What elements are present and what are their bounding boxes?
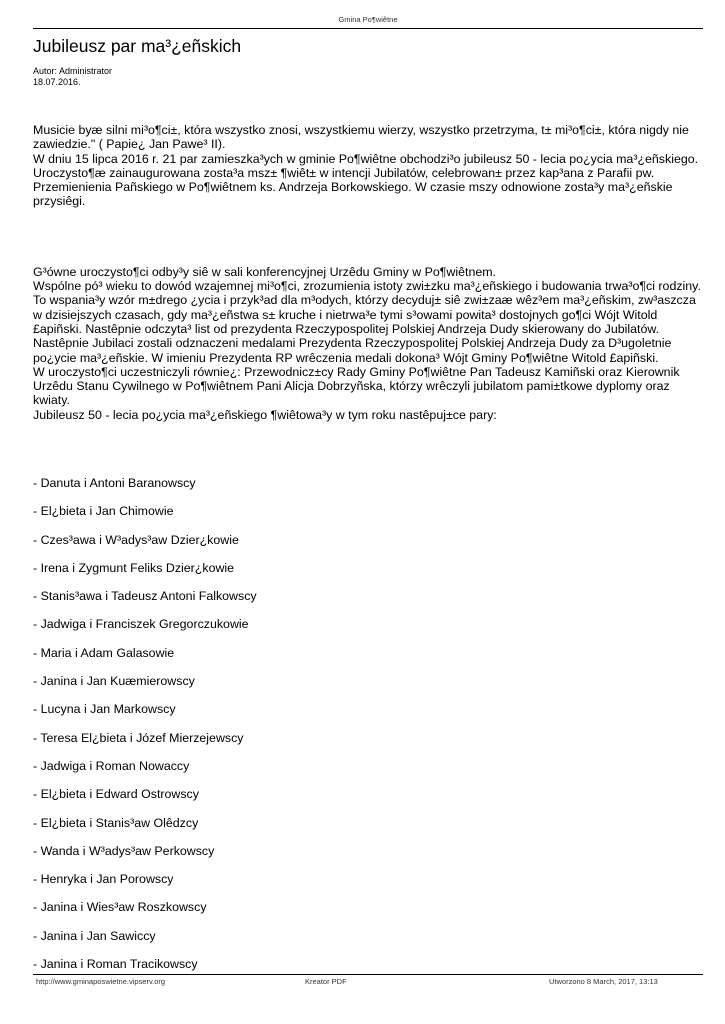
list-item: - Czes³awa i W³adys³aw Dzier¿kowie	[33, 532, 239, 547]
footer-divider	[33, 974, 703, 975]
list-item: - El¿bieta i Edward Ostrowscy	[33, 787, 199, 802]
list-item: - Maria i Adam Galasowie	[33, 645, 175, 660]
couples-list	[33, 476, 257, 985]
list-item: - Janina i Roman Tracikowscy	[33, 957, 198, 972]
article-title: Jubileusz par ma³¿eñskich	[33, 36, 242, 56]
list-item: - Irena i Zygmunt Feliks Dzier¿kowie	[33, 560, 235, 575]
list-item: - Jadwiga i Roman Nowaccy	[33, 758, 190, 773]
article-meta	[33, 66, 112, 88]
article-date: 18.07.2016.	[33, 77, 81, 87]
mass-paragraph: Uroczysto¶æ zainaugurowana zosta³a msz± ¶wiêt± w intencji Jubilatów, celebrowan± przez kap³ana z Parafii pw. Przemienienia Pañskiego w Po¶wiêtnem ks. Andrzeja Borkowskiego. W czasie mszy odnowione zosta³y ma³¿eñskie przysiêgi.	[33, 165, 673, 209]
list-item: - Janina i Jan Kuæmierowscy	[33, 674, 195, 689]
list-item: - Jadwiga i Franciszek Gregorczukowie	[33, 617, 249, 632]
list-item: - El¿bieta i Stanis³aw Olêdzcy	[33, 815, 199, 830]
list-item: - Wanda i W³adys³aw Perkowscy	[33, 843, 215, 858]
list-item: - Teresa El¿bieta i Józef Mierzejewscy	[33, 730, 244, 745]
list-item: - Janina i Jan Sawiccy	[33, 928, 156, 943]
footer-created-date: Utworzono 8 March, 2017, 13:13	[549, 977, 658, 986]
medals-paragraph: Nastêpnie Jubilaci zostali odznaczeni medalami Prezydenta Rzeczypospolitej Polskiej Andrzeja Dudy za D³ugoletnie po¿ycie ma³¿eñskie. W imieniu Prezydenta RP wrêczenia medali dokona³ Wójt Gminy Po¶wiêtne Witold £apiñski.	[33, 336, 672, 365]
list-item: - El¿bieta i Jan Chimowie	[33, 504, 174, 519]
paragraph-spacer	[33, 209, 705, 265]
ceremony-paragraph: G³ówne uroczysto¶ci odby³y siê w sali konferencyjnej Urzêdu Gminy w Po¶wiêtnem.	[33, 264, 496, 279]
author-line: Autor: Administrator	[33, 66, 113, 76]
page-header: Gmina Po¶wiêtne	[338, 15, 398, 24]
list-item: - Henryka i Jan Porowscy	[33, 872, 174, 887]
anniversary-paragraph: W dniu 15 lipca 2016 r. 21 par zamieszka³ych w gminie Po¶wiêtne obchodzi³o jubileusz 50 - lecia po¿ycia ma³¿eñskiego.	[33, 151, 699, 166]
footer-generator: Kreator PDF	[305, 977, 347, 986]
list-item: - Danuta i Antoni Baranowscy	[33, 476, 196, 490]
list-item: - Janina i Wies³aw Roszkowscy	[33, 900, 207, 915]
couples-intro: Jubileusz 50 - lecia po¿ycia ma³¿eñskiego ¶wiêtowa³y w tym roku nastêpuj±ce pary:	[33, 407, 497, 422]
speech-paragraph: Wspólne pó³ wieku to dowód wzajemnej mi³o¶ci, zrozumienia istoty zwi±zku ma³¿eñskiego i budowania trwa³o¶ci rodziny. To wspania³y wzór m±drego ¿ycia i przyk³ad dla m³odych, którzy decyduj± siê zwi±zaæ wêz³em ma³¿eñskim, zw³aszcza w dzisiejszych czasach, gdy ma³¿eñstwa s± kruche i nietrwa³e tymi s³owami powita³ dostojnych go¶ci Wójt Witold £apiñski. Nastêpnie odczyta³ list od prezydenta Rzeczypospolitej Polskiej Andrzeja Dudy skierowany do Jubilatów.	[33, 279, 701, 336]
footer-url-link[interactable]: http://www.gminaposwietne.vipserv.org	[36, 977, 166, 986]
quote-paragraph: Musicie byæ silni mi³o¶ci±, która wszystko znosi, wszystkiemu wierzy, wszystko przetrzyma, t± mi³o¶ci±, która nigdy nie zawiedzie." ( Papie¿ Jan Pawe³ II).	[33, 123, 689, 152]
list-item: - Stanis³awa i Tadeusz Antoni Falkowscy	[33, 589, 257, 604]
article-body	[33, 123, 705, 422]
guests-paragraph: W uroczysto¶ci uczestniczyli równie¿: Przewodnicz±cy Rady Gminy Po¶wiêtne Pan Tadeusz Kamiñski oraz Kierownik Urzêdu Stanu Cywilnego w Po¶wiêtnem Pani Alicja Dobrzyñska, którzy wrêczyli jubilatom pami±tkowe dyplomy oraz kwiaty.	[33, 364, 680, 408]
list-item: - Lucyna i Jan Markowscy	[33, 702, 176, 717]
header-divider	[33, 28, 703, 29]
